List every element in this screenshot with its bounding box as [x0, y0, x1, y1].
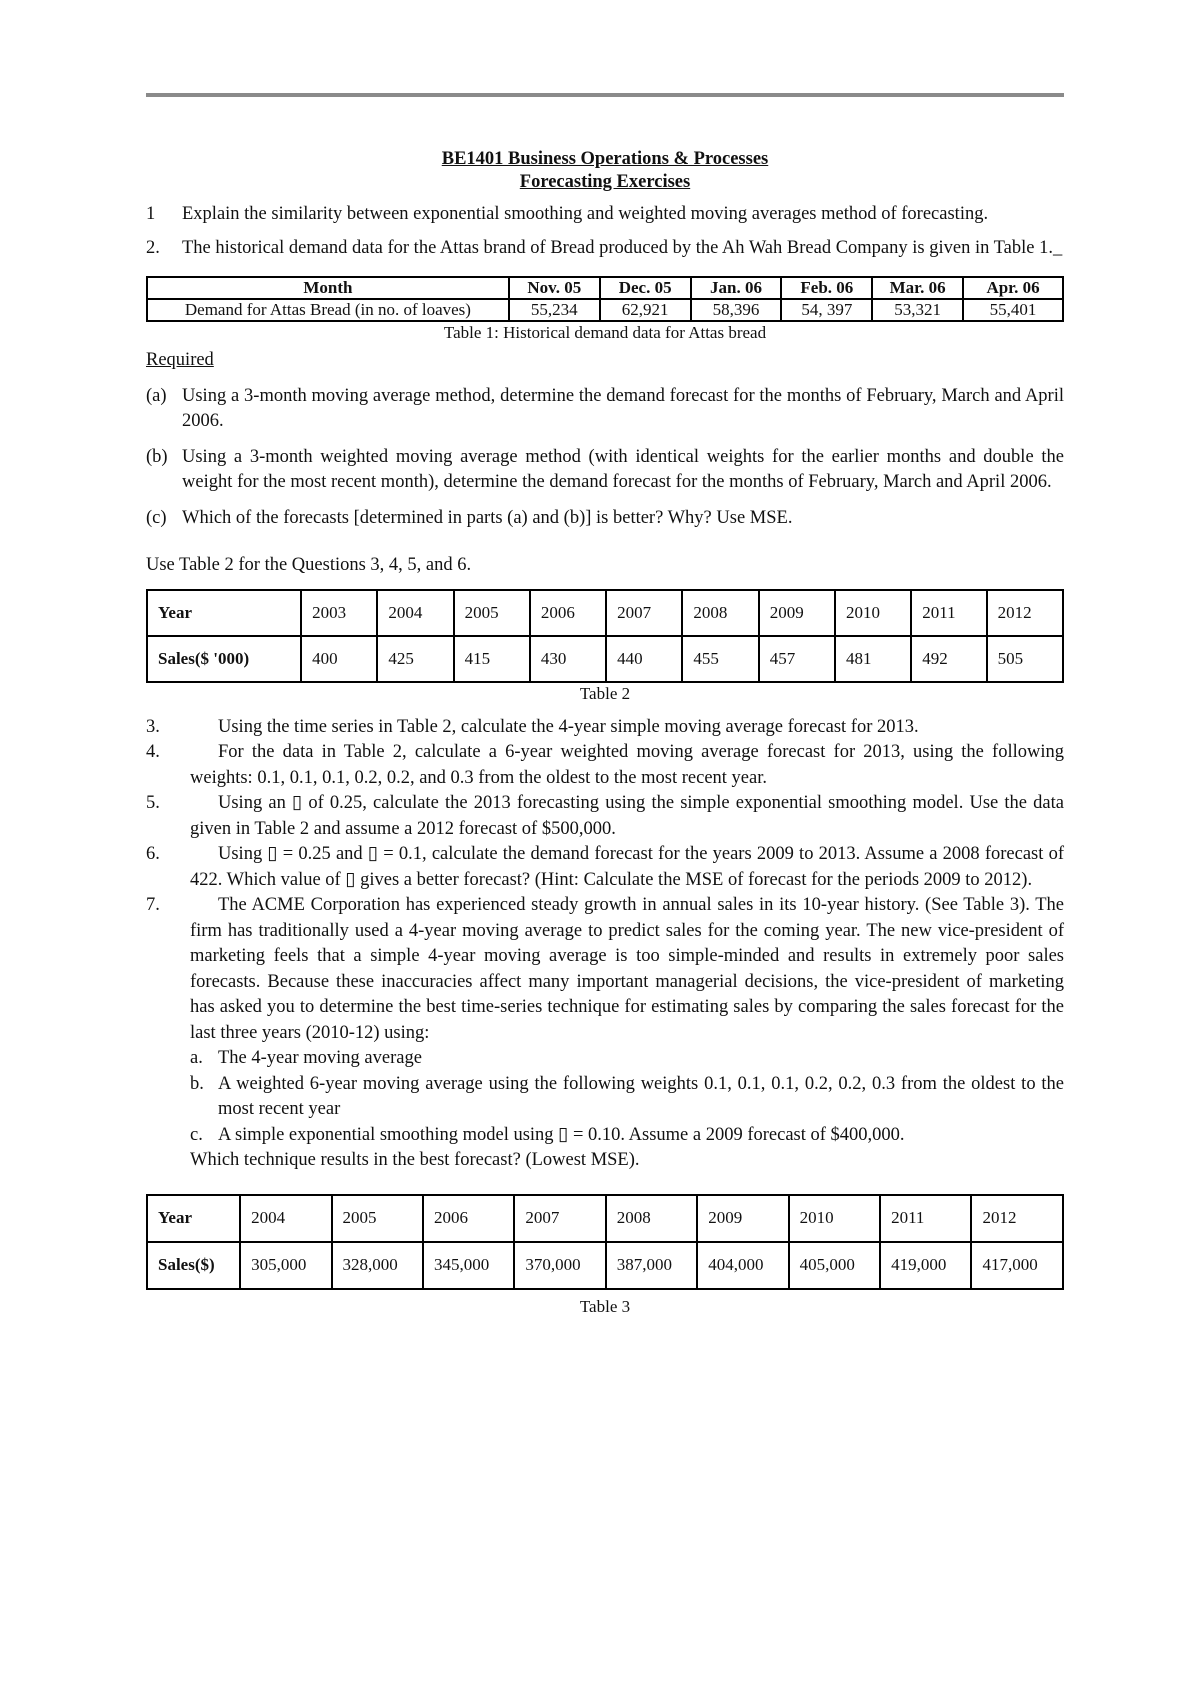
table-cell: 492	[911, 636, 986, 682]
table-cell: 2010	[789, 1195, 880, 1242]
table-cell: 425	[377, 636, 453, 682]
table-1	[146, 276, 1064, 322]
table-cell: 455	[682, 636, 758, 682]
table-2-intro: Use Table 2 for the Questions 3, 4, 5, and 6.	[146, 555, 472, 575]
table-cell: 2006	[530, 590, 606, 636]
table-cell: 457	[759, 636, 835, 682]
q7-item-c	[146, 1123, 1064, 1149]
table-cell: Nov. 05	[509, 277, 600, 299]
top-rule	[146, 93, 1064, 97]
table-cell: 2009	[759, 590, 835, 636]
document-title: BE1401 Business Operations & Processes	[441, 149, 769, 169]
table-cell: Year	[147, 590, 301, 636]
table-header-row	[147, 277, 1063, 299]
table-cell: 481	[835, 636, 911, 682]
table-2	[146, 589, 1064, 683]
part-text: Using a 3-month moving average method, determine the demand forecast for the months of February, March and April 2006.	[182, 385, 1064, 431]
table-cell: Sales($ '000)	[147, 636, 301, 682]
table-cell: Mar. 06	[872, 277, 963, 299]
table-cell: 415	[454, 636, 530, 682]
question-1	[146, 202, 1064, 228]
table-cell: 370,000	[514, 1242, 605, 1289]
question-text: For the data in Table 2, calculate a 6-year weighted moving average forecast for 2013, using the following weights: 0.1, 0.1, 0.1, 0.2, 0.2, and 0.3 from the oldest to the most recent year.	[190, 742, 1064, 788]
item-text: A weighted 6-year moving average using the following weights 0.1, 0.1, 0.1, 0.2, 0.2, 0.3 from the oldest to the most recent year	[218, 1073, 1064, 1119]
table-cell: 2005	[332, 1195, 423, 1242]
question-text: Using ▯ = 0.25 and ▯ = 0.1, calculate the demand forecast for the years 2009 to 2013. Assume a 2008 forecast of 422. Which value of ▯ gives a better forecast? (Hint: Calculate the MSE of forecast for the periods 2009 to 2012).	[190, 844, 1064, 890]
table-row	[147, 299, 1063, 321]
question-text: The ACME Corporation has experienced steady growth in annual sales in its 10-year history. (See Table 3). The firm has traditionally used a 4-year moving average to predict sales for the coming year. The new vice-president of marketing feels that a simple 4-year moving average is too simple-minded and results in extremely poor sales forecasts. Because these inaccuracies affect many important managerial decisions, the vice-president of marketing has asked you to determine the best time-series technique for estimating sales by comparing the sales forecast for the last three years (2010-12) using:	[190, 895, 1064, 1043]
part-text: Using a 3-month weighted moving average method (with identical weights for the earlier months and double the weight for the most recent month), determine the demand forecast for the months of February, March and April 2006.	[182, 446, 1064, 492]
question-7	[146, 893, 1064, 1046]
item-label: b.	[190, 1073, 204, 1094]
table-cell: 387,000	[606, 1242, 697, 1289]
question-number: 4.	[146, 742, 160, 762]
item-label: a.	[190, 1048, 203, 1068]
item-label: c.	[190, 1124, 203, 1145]
part-text: Which of the forecasts [determined in parts (a) and (b)] is better? Why? Use MSE.	[182, 507, 793, 528]
table-cell: Year	[147, 1195, 240, 1242]
required-heading: Required	[146, 350, 214, 370]
table-row	[147, 1242, 1063, 1289]
table-cell: 2003	[301, 590, 377, 636]
table-cell: 2007	[514, 1195, 605, 1242]
item-text: A simple exponential smoothing model using ▯ = 0.10. Assume a 2009 forecast of $400,000.	[218, 1124, 905, 1145]
question-number: 6.	[146, 844, 160, 864]
part-label: (c)	[146, 507, 167, 528]
table-cell: 305,000	[240, 1242, 331, 1289]
document-page	[146, 148, 1064, 1318]
table-cell: 430	[530, 636, 606, 682]
table-row	[147, 636, 1063, 682]
question-number: 3.	[146, 716, 160, 737]
table-cell: Sales($)	[147, 1242, 240, 1289]
question-6	[146, 842, 1064, 893]
table-cell: 2012	[987, 590, 1063, 636]
table-cell: Apr. 06	[963, 277, 1063, 299]
table-cell: 328,000	[332, 1242, 423, 1289]
table-cell: Demand for Attas Bread (in no. of loaves)	[147, 299, 509, 321]
table-2-caption: Table 2	[579, 683, 631, 703]
table-cell: 417,000	[971, 1242, 1063, 1289]
table-cell: 2008	[682, 590, 758, 636]
table-1-caption: Table 1: Historical demand data for Attas bread	[443, 323, 767, 342]
table-3	[146, 1194, 1064, 1290]
table-cell: 2004	[377, 590, 453, 636]
question-text: Using an ▯ of 0.25, calculate the 2013 forecasting using the simple exponential smoothing model. Use the data given in Table 2 and assume a 2012 forecast of $500,000.	[190, 793, 1064, 839]
table-3-caption: Table 3	[579, 1296, 631, 1316]
table-cell: 55,401	[963, 299, 1063, 321]
table-cell: 2005	[454, 590, 530, 636]
question-5	[146, 791, 1064, 842]
table-cell: 55,234	[509, 299, 600, 321]
q7-closing: Which technique results in the best forecast? (Lowest MSE).	[190, 1150, 640, 1170]
table-cell: 419,000	[880, 1242, 971, 1289]
question-4	[146, 740, 1064, 791]
table-cell: 58,396	[691, 299, 782, 321]
question-text: The historical demand data for the Attas brand of Bread produced by the Ah Wah Bread Company is given in Table 1._	[182, 237, 1063, 258]
table-cell: 2012	[971, 1195, 1063, 1242]
table-cell: 2008	[606, 1195, 697, 1242]
part-label: (a)	[146, 385, 167, 406]
table-cell: 404,000	[697, 1242, 788, 1289]
question-text: Explain the similarity between exponential smoothing and weighted moving averages method of forecasting.	[182, 204, 989, 224]
table-cell: 400	[301, 636, 377, 682]
table-cell: 440	[606, 636, 682, 682]
part-a	[146, 384, 1064, 435]
table-cell: 2006	[423, 1195, 514, 1242]
table-cell: 54, 397	[781, 299, 872, 321]
q7-item-b	[146, 1072, 1064, 1123]
table-cell: 405,000	[789, 1242, 880, 1289]
table-cell: 2007	[606, 590, 682, 636]
question-number: 2.	[146, 237, 160, 258]
table-cell: 2011	[880, 1195, 971, 1242]
table-cell: Feb. 06	[781, 277, 872, 299]
table-cell: 2011	[911, 590, 986, 636]
table-row	[147, 590, 1063, 636]
table-row	[147, 1195, 1063, 1242]
table-cell: Dec. 05	[600, 277, 691, 299]
table-cell: Jan. 06	[691, 277, 782, 299]
table-cell: 62,921	[600, 299, 691, 321]
item-text: The 4-year moving average	[218, 1048, 422, 1068]
table-cell: 2004	[240, 1195, 331, 1242]
question-list	[146, 715, 1064, 1174]
question-3	[146, 715, 1064, 741]
table-cell: 2010	[835, 590, 911, 636]
part-c	[146, 506, 1064, 532]
part-b	[146, 445, 1064, 496]
question-text: Using the time series in Table 2, calculate the 4-year simple moving average forecast for 2013.	[218, 716, 919, 737]
question-number: 7.	[146, 895, 160, 915]
table-cell: 2009	[697, 1195, 788, 1242]
document-subtitle: Forecasting Exercises	[519, 172, 691, 192]
table-cell: 505	[987, 636, 1063, 682]
question-2	[146, 236, 1064, 262]
q7-item-a	[146, 1046, 1064, 1072]
table-cell: 345,000	[423, 1242, 514, 1289]
question-number: 5.	[146, 793, 160, 813]
table-cell: 53,321	[872, 299, 963, 321]
part-label: (b)	[146, 446, 168, 467]
question-number: 1	[146, 204, 156, 224]
table-cell: Month	[147, 277, 509, 299]
